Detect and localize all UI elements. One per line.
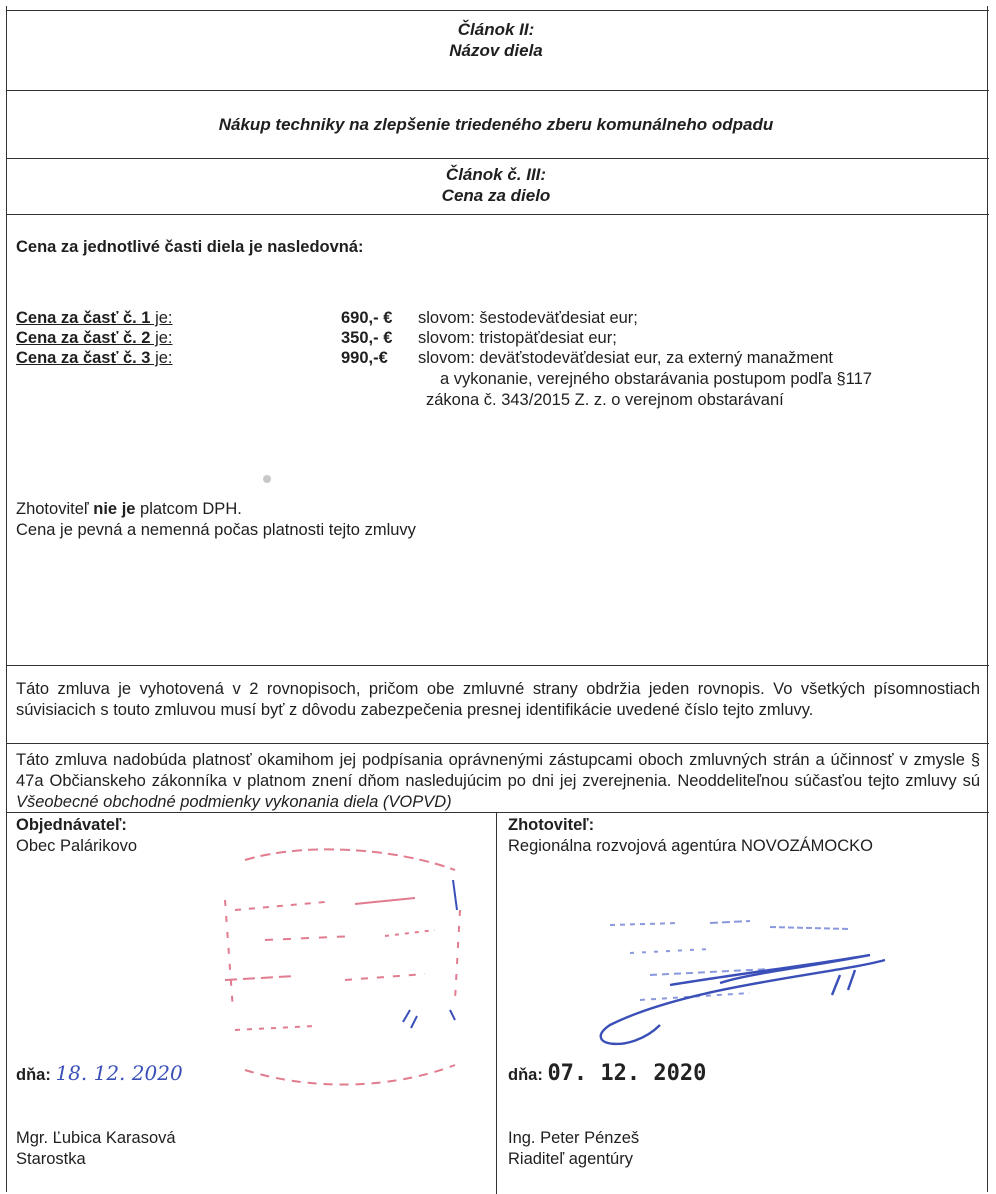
- client-role: Starostka: [16, 1150, 86, 1168]
- price-label-suffix: je:: [150, 309, 173, 327]
- contractor-name: Regionálna rozvojová agentúra NOVOZÁMOCKO: [508, 837, 873, 855]
- price-words-3: slovom: deväťstodeväťdesiat eur, za externý manažment: [418, 349, 834, 367]
- client-date-handwritten: 18. 12. 2020: [55, 1061, 183, 1085]
- article-3-title: Článok č. III:: [445, 165, 547, 184]
- price-label-1: [16, 308, 173, 329]
- copies-paragraph: Táto zmluva je vyhotovená v 2 rovnopisoch, pričom obe zmluvné strany obdržia jeden rovnopis. Vo všetkých písomnostiach súvisiacich s touto zmluvou musí byť z dôvodu zabezpečenia presnej identifikácie uvedené číslo tejto zmluvy.: [16, 680, 980, 719]
- vat-bold: nie je: [93, 500, 136, 518]
- contractor-stamp-signature: [570, 905, 900, 1055]
- article-2-title: Článok II:: [457, 20, 535, 39]
- fixed-price-note: Cena je pevná a nemenná počas platnosti tejto zmluvy: [16, 521, 416, 539]
- signature-divider: [496, 812, 497, 1194]
- price-words-1: slovom: šestodeväťdesiat eur;: [418, 309, 638, 327]
- work-name: Nákup techniky na zlepšenie triedeného zberu komunálneho odpadu: [218, 115, 774, 134]
- price-label-2: [16, 328, 173, 349]
- price-label-text: Cena za časť č. 3: [16, 349, 151, 367]
- price-3-continuation: a vykonanie, verejného obstarávania postupom podľa §117: [440, 370, 872, 388]
- validity-paragraph: [16, 750, 980, 813]
- article-2-subtitle: Názov diela: [449, 41, 543, 60]
- price-words-2: slovom: tristopäťdesiat eur;: [418, 329, 617, 347]
- price-3-continuation: zákona č. 343/2015 Z. z. o verejnom obstarávaní: [426, 391, 784, 409]
- vat-post: platcom DPH.: [135, 500, 242, 518]
- rule: [6, 158, 989, 159]
- contractor-date-stamped: 07. 12. 2020: [547, 1061, 707, 1086]
- contractor-role: Riaditeľ agentúry: [508, 1150, 633, 1168]
- client-person: Mgr. Ľubica Karasová: [16, 1129, 176, 1147]
- validity-text: Táto zmluva nadobúda platnosť okamihom jej podpísania oprávnenými zástupcami oboch zmluvných strán a účinnosť v zmysle § 47a Občianskeho zákonníka v platnom znení dňom nasledujúcim po dni jej zverejnenia. Neoddeliteľnou súčasťou tejto zmluvy sú: [16, 751, 980, 790]
- client-date: [16, 1063, 183, 1086]
- rule: [6, 665, 989, 666]
- contractor-heading: Zhotoviteľ:: [508, 816, 595, 834]
- rule: [6, 214, 989, 215]
- validity-italic: Všeobecné obchodné podmienky vykonania diela (VOPVD): [16, 793, 452, 811]
- contractor-date-label: dňa:: [508, 1066, 543, 1084]
- client-name: Obec Palárikovo: [16, 837, 138, 855]
- contractor-date: [508, 1063, 706, 1086]
- price-intro: Cena za jednotlivé časti diela je nasledovná:: [16, 238, 364, 256]
- vat-status: [16, 499, 242, 520]
- price-amount-3: 990,-€: [341, 349, 388, 367]
- price-label-3: [16, 348, 173, 369]
- price-label-suffix: je:: [150, 329, 173, 347]
- client-date-label: dňa:: [16, 1066, 51, 1084]
- client-heading: Objednávateľ:: [16, 816, 127, 834]
- article-3-subtitle: Cena za dielo: [441, 186, 551, 205]
- scan-speck: [263, 475, 271, 483]
- rule: [6, 10, 989, 11]
- price-label-text: Cena za časť č. 2: [16, 329, 151, 347]
- price-label-text: Cena za časť č. 1: [16, 309, 151, 327]
- contractor-person: Ing. Peter Pénzeš: [508, 1129, 640, 1147]
- rule: [6, 90, 989, 91]
- rule: [6, 743, 989, 744]
- price-amount-2: 350,- €: [341, 329, 393, 347]
- price-label-suffix: je:: [150, 349, 173, 367]
- vat-pre: Zhotoviteľ: [16, 500, 94, 518]
- client-stamp: [205, 840, 485, 1100]
- price-amount-1: 690,- €: [341, 309, 393, 327]
